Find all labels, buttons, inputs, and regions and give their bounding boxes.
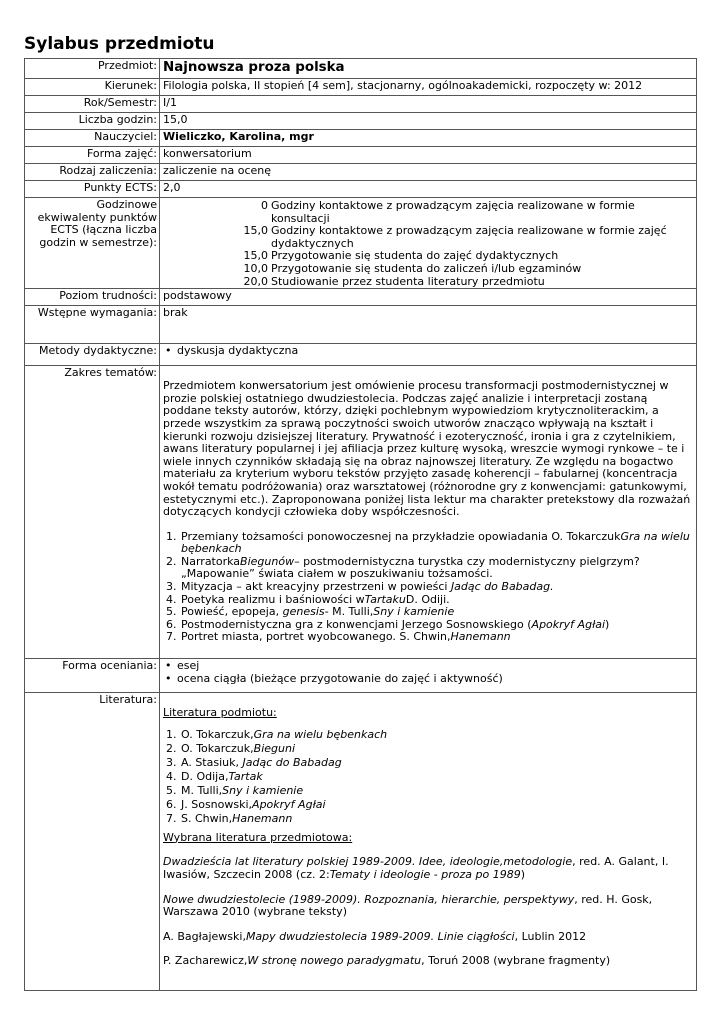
label-przedmiot: Przedmiot: — [25, 59, 160, 79]
list-item: 7. Portret miasta, portret wyobcowanego. S. Chwin,Hanemann — [166, 630, 511, 644]
syllabus-table — [24, 58, 697, 991]
list-item: 5. Powieść, epopeja, genesis- M. Tulli,Sny i kamienie — [166, 605, 455, 619]
row-rodzaj-zaliczenia — [25, 164, 697, 181]
value-liczba-godzin: 15,0 — [160, 113, 697, 130]
value-przedmiot: Najnowsza proza polska — [160, 59, 697, 79]
value-rok: I/1 — [160, 96, 697, 113]
label-punkty-ects: Punkty ECTS: — [25, 181, 160, 198]
value-forma-zajec: konwersatorium — [160, 147, 697, 164]
label-nauczyciel: Nauczyciel: — [25, 130, 160, 147]
literatura-podmiotu-heading: Literatura podmiotu: — [163, 706, 277, 720]
page-title: Sylabus przedmiotu — [24, 34, 215, 54]
list-item: • ocena ciągła (bieżące przygotowanie do zajęć i aktywność) — [163, 673, 694, 686]
row-forma-oceniania — [25, 659, 697, 693]
row-nauczyciel — [25, 130, 697, 147]
list-item: 5. M. Tulli,Sny i kamienie — [166, 783, 304, 797]
hours-item: 0 Godziny kontaktowe z prowadzącym zajęcia realizowane w formie konsultacji — [261, 199, 635, 225]
list-item: 3. A. Stasiuk, Jadąc do Babadag — [166, 755, 342, 769]
bibliography-entry: Dwadzieścia lat literatury polskiej 1989-2009. Idee, ideologie,metodologie, red. A. Galant, I. Iwasiów, Szczecin 2008 (cz. 2:Tematy i ideologie - proza po 1989) — [163, 855, 669, 881]
label-literatura: Literatura: — [25, 693, 160, 991]
label-liczba-godzin: Liczba godzin: — [25, 113, 160, 130]
bibliography-entry: A. Bagłajewski,Mapy dwudziestolecia 1989-2009. Linie ciągłości, Lublin 2012 — [163, 929, 587, 943]
label-rodzaj-zaliczenia: Rodzaj zaliczenia: — [25, 164, 160, 181]
row-rok — [25, 96, 697, 113]
row-punkty-ects — [25, 181, 697, 198]
row-godzinowe — [25, 198, 697, 289]
list-item: 2. NarratorkaBiegunów– postmodernistyczna turystka czy modernistyczny pielgrzym? „Mapowanie” świata ciałem w poszukiwaniu tożsamości. — [166, 554, 640, 581]
hours-item: 20,0 Studiowanie przez studenta literatury przedmiotu — [243, 274, 545, 288]
label-rok: Rok/Semestr: — [25, 96, 160, 113]
topics-list — [163, 531, 694, 644]
value-forma-oceniania — [160, 659, 697, 693]
hours-item: 15,0 Przygotowanie się studenta do zajęć dydaktycznych — [243, 249, 559, 263]
value-punkty-ects: 2,0 — [160, 181, 697, 198]
label-zakres: Zakres tematów: — [25, 366, 160, 659]
list-item: 6. Postmodernistyczna gra z konwencjami Jerzego Sosnowskiego (Apokryf Agłai) — [166, 617, 610, 631]
label-kierunek: Kierunek: — [25, 79, 160, 96]
value-metody — [160, 344, 697, 366]
value-kierunek: Filologia polska, II stopień [4 sem], stacjonarny, ogólnoakademicki, rozpoczęty w: 2012 — [160, 79, 697, 96]
list-item: 7. S. Chwin,Hanemann — [166, 811, 293, 825]
value-godzinowe — [160, 198, 697, 289]
bibliography-entry: Nowe dwudziestolecie (1989-2009). Rozpoznania, hierarchie, perspektywy, red. H. Gosk, Warszawa 2010 (wybrane teksty) — [163, 892, 653, 919]
list-item: 1. O. Tokarczuk,Gra na wielu bębenkach — [166, 727, 388, 741]
value-poziom: podstawowy — [160, 289, 697, 306]
row-wstepne — [25, 306, 697, 344]
hours-item: 10,0 Przygotowanie się studenta do zaliczeń i/lub egzaminów — [243, 261, 582, 275]
list-item: 4. D. Odija,Tartak — [166, 769, 263, 783]
list-item: 4. Poetyka realizmu i baśniowości wTartakuD. Odiji. — [166, 592, 450, 606]
value-literatura — [160, 693, 697, 991]
row-zakres — [25, 366, 697, 659]
row-forma-zajec — [25, 147, 697, 164]
label-wstepne: Wstępne wymagania: — [25, 306, 160, 344]
label-metody: Metody dydaktyczne: — [25, 344, 160, 366]
list-item: 3. Mityzacja – akt kreacyjny przestrzeni w powieści Jadąc do Babadag. — [166, 580, 554, 594]
label-forma-zajec: Forma zajęć: — [25, 147, 160, 164]
list-item: • dyskusja dydaktyczna — [163, 345, 694, 358]
label-poziom: Poziom trudności: — [25, 289, 160, 306]
literatura-przedmiotowa-heading: Wybrana literatura przedmiotowa: — [163, 830, 353, 844]
value-rodzaj-zaliczenia: zaliczenie na ocenę — [160, 164, 697, 181]
bibliography-entry: P. Zacharewicz,W stronę nowego paradygmatu, Toruń 2008 (wybrane fragmenty) — [163, 954, 611, 968]
row-literatura — [25, 693, 697, 991]
list-item: 6. J. Sosnowski,Apokryf Agłai — [166, 797, 326, 811]
row-przedmiot — [25, 59, 697, 79]
list-item: 2. O. Tokarczuk,Bieguni — [166, 741, 296, 755]
zakres-intro: Przedmiotem konwersatorium jest omówienie procesu transformacji postmodernistycznej w prozie polskiej ostatniego dwudziestolecia. Podczas zajęć analizie i interpretacji zostaną poddane teksty autorów, którzy, dzięki pochlebnym wypowiedziom krytycznoliterackim, a przede wszystkim za sprawą poczytności swoich utworów znacząco wpływają na kształt i kierunki rozwoju dzisiejszej literatury. Prywatność i ezoteryczność, ironia i gra z czytelnikiem, awans literatury popularnej i jej afiliacja przez kulturę wysoką, wreszcie wymogi rynkowe – te i wiele innych czynników składają się na obraz najnowszej literatury. Ze względu na bogactwo materiału za kryterium wyboru tekstów przyjęto zasadę koherencji – fabularnej (koncentracja wokół tematu podróżowania) oraz warsztatowej (różnorodne gry z konwencjami: gatunkowymi, estetycznymi etc.). Zaproponowana poniżej lista lektur ma charakter pretekstowy dla rozważań dotyczących kondycji człowieka doby współczesności. — [163, 379, 691, 519]
row-kierunek — [25, 79, 697, 96]
value-wstepne: brak — [160, 306, 697, 344]
label-godzinowe: Godzinowe ekwiwalenty punktów ECTS (łączna liczba godzin w semestrze): — [25, 198, 160, 289]
list-item: 1. Przemiany tożsamości ponowoczesnej na przykładzie opowiadania O. TokarczukGra na wielu bębenkach — [166, 529, 690, 556]
hours-item: 15,0 Godziny kontaktowe z prowadzącym zajęcia realizowane w formie zajęć dydaktycznych — [243, 224, 667, 250]
list-item: • esej — [163, 660, 694, 673]
row-metody — [25, 344, 697, 366]
value-zakres — [160, 366, 697, 659]
primary-literature-list — [163, 728, 694, 826]
row-poziom — [25, 289, 697, 306]
row-liczba-godzin — [25, 113, 697, 130]
value-nauczyciel: Wieliczko, Karolina, mgr — [160, 130, 697, 147]
label-forma-oceniania: Forma oceniania: — [25, 659, 160, 693]
